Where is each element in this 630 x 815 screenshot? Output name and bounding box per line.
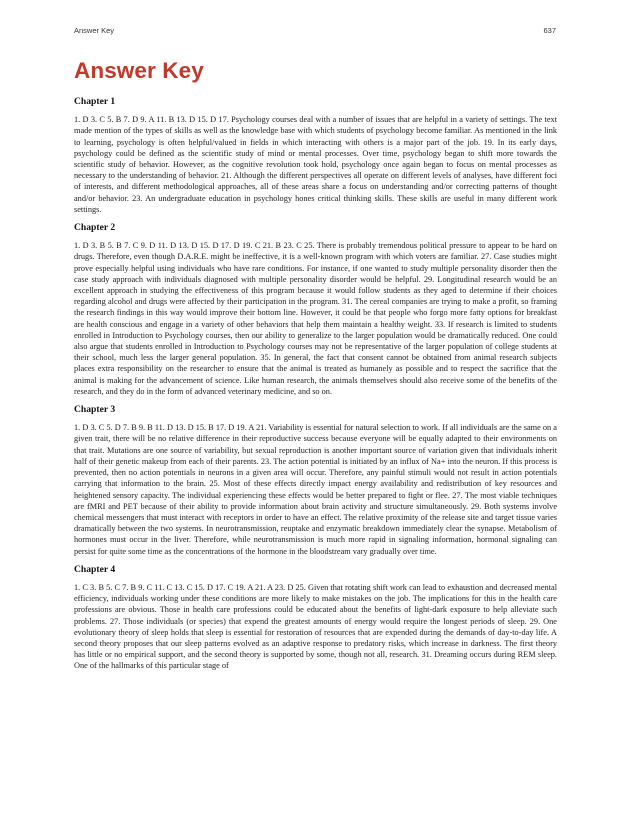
chapter-heading: Chapter 1	[74, 96, 116, 107]
chapter-3-section	[74, 404, 557, 557]
chapter-heading: Chapter 3	[74, 404, 116, 416]
chapter-2-section	[74, 222, 557, 397]
chapter-heading: Chapter 2	[74, 222, 116, 234]
chapter-answers: 1. D 3. C 5. D 7. B 9. B 11. D 13. D 15. B 17. D 19. A 21. Variability is essential for natural selection to work. If all individuals are the same on a given trait, there will be no relative difference in their reproductive success because everyone will be equally adapted to their environments on that trait. Mutations are one source of variability, but sexual reproduction is another important source of variation given that individuals inherit half of their genetic makeup from each of their parents. 23. The action potential is initiated by an influx of Na+ into the neuron. If this process is prevented, then no action potentials in neurons in a given area will occur. Therefore, any painful stimuli would not result in action potentials carrying that information to the brain. 25. Most of these effects directly impact energy availability and redistribution of key resources and heightened sensory capacity. The individual experiencing these effects would be better prepared to fight or flee. 27. The most viable techniques are fMRI and PET because of their ability to provide information about brain activity and structure simultaneously. 29. Both systems involve chemical messengers that must interact with receptors in order to have an effect. The relative proximity of the release site and target tissue varies dramatically between the two systems. In neurotransmission, reuptake and enzymatic breakdown immediately clear the synapse. Metabolism of hormones must occur in the liver. Therefore, while neurotransmission is much more rapid in signaling information, hormonal signaling can persist for quite some time as the concentrations of the hormone in the bloodstream vary gradually over time.	[74, 423, 557, 556]
running-header-title: Answer Key	[74, 26, 115, 35]
chapter-1-section	[74, 96, 557, 215]
running-header	[74, 26, 556, 38]
answer-key-body	[74, 96, 557, 679]
chapter-heading: Chapter 4	[74, 563, 116, 575]
chapter-answers: 1. D 3. C 5. B 7. D 9. A 11. B 13. D 15. D 17. Psychology courses deal with a number of issues that are helpful in a variety of settings. The text made mention of the types of skills as well as the knowledge base with which students of psychology become familiar. As mentioned in the link to learning, psychology is often helpful/valued in fields in which interacting with others is a major part of the job. 19. In its early days, psychology could be defined as the scientific study of mind or mental processes. Over time, psychology began to shift more towards the scientific study of behavior. However, as the cognitive revolution took hold, psychology once again began to focus on mental processes as necessary to the understanding of behavior. 21. Although the different perspectives all operate on different levels of analyses, have different foci of interests, and different methodological approaches, all of these areas share a focus on understanding and/or correcting patterns of thought and/or behavior. 23. An undergraduate education in psychology hones critical thinking skills. These skills are useful in many different work settings.	[74, 115, 557, 214]
page-number: 637	[543, 26, 556, 35]
page-title: Answer Key	[74, 58, 204, 83]
chapter-answers: 1. D 3. B 5. B 7. C 9. D 11. D 13. D 15. D 17. D 19. C 21. B 23. C 25. There is probably tremendous political pressure to appear to be hard on drugs. Therefore, even though D.A.R.E. might be ineffective, it is a well-known program with which voters are familiar. 27. Case studies might prove especially helpful using individuals who have rare conditions. For instance, if one wanted to study multiple personality disorder then the case study approach with individuals diagnosed with multiple personality disorder would be helpful. 29. Longitudinal research would be an excellent approach in studying the effectiveness of this program because it would follow students as they aged to determine if their choices regarding alcohol and drugs were affected by their participation in the program. 31. The cereal companies are trying to make a profit, so framing the research findings in this way would improve their bottom line. However, it could be that people who forgo more fatty options for breakfast are health conscious and engage in a variety of other behaviors that help them maintain a healthy weight. 33. If research is limited to students enrolled in Introduction to Psychology courses, then our ability to generalize to the larger population would be dramatically reduced. One could also argue that students enrolled in Introduction to Psychology courses may not be representative of the larger population of college students at their school, much less the larger general population. 35. In general, the fact that consent cannot be obtained from animal research subjects places extra responsibility on the researcher to ensure that the animal is treated as humanely as possible and to respect the sacrifice that the animal is making for the advancement of science. Like human research, the animals themselves should also receive some of the benefits of the research, and they do in the form of advanced veterinary medicine, and so on.	[74, 241, 557, 396]
chapter-answers: 1. C 3. B 5. C 7. B 9. C 11. C 13. C 15. D 17. C 19. A 21. A 23. D 25. Given that rotating shift work can lead to exhaustion and decreased mental efficiency, individuals working under these conditions are more likely to make mistakes on the job. The implications for this in the health care professions are obvious. Those in health care professions could be educated about the benefits of light-dark exposure to help alleviate such problems. 27. Those individuals (or species) that expend the greatest amounts of energy would require the longest periods of sleep. 29. One evolutionary theory of sleep holds that sleep is essential for restoration of resources that are expended during the demands of day-to-day life. A second theory proposes that our sleep patterns evolved as an adaptive response to predatory risks, which increase in darkness. The first theory has little or no empirical support, and the second theory is supported by some, though not all, research. 31. Dreaming occurs during REM sleep. One of the hallmarks of this particular stage of	[74, 582, 557, 671]
chapter-4-section	[74, 564, 557, 672]
